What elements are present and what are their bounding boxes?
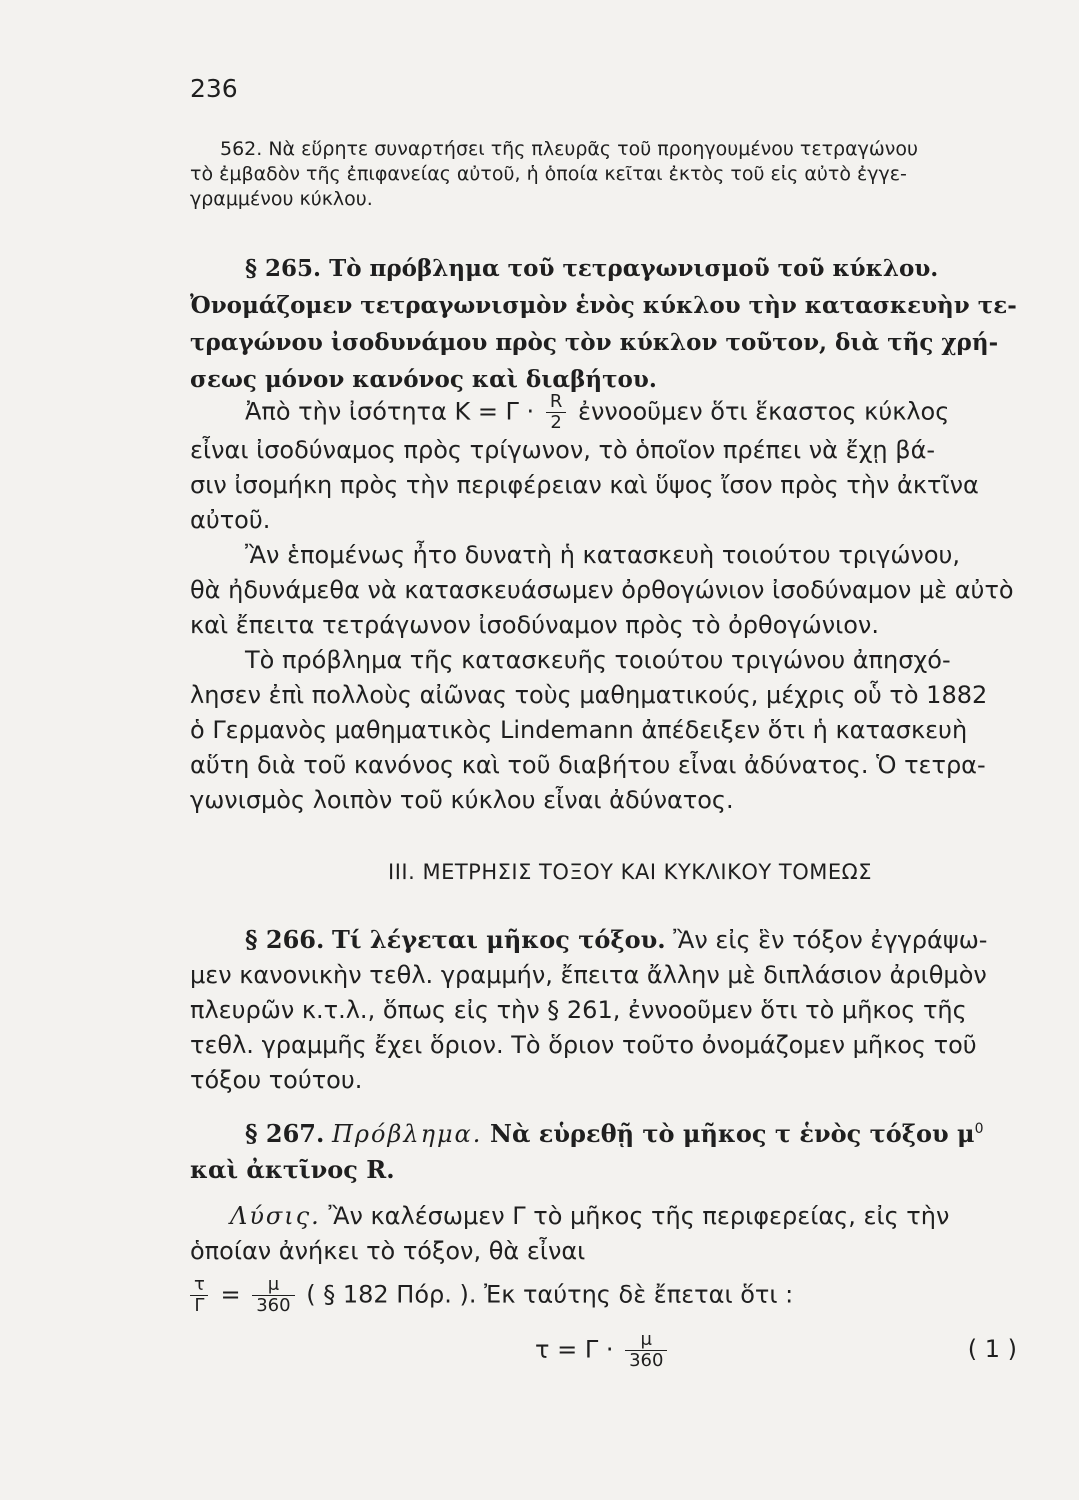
fraction-r-over-2: $\frac{R}{2}$ bbox=[546, 392, 567, 433]
definition-line: Ὀνομάζομεν τετραγωνισμὸν ἑνὸς κύκλου τὴν κατασκευὴν τε- bbox=[190, 292, 1017, 319]
section-number: § 267. bbox=[245, 1119, 325, 1148]
formula-line: Ἀπὸ τὴν ἰσότητα Κ = Γ · $\frac{R}{2}$ ἐννοοῦμεν ὅτι ἕκαστος κύκλος bbox=[245, 391, 950, 433]
equation-number: ( 1 ) bbox=[967, 1335, 1017, 1363]
text-line: καὶ ἔπειτα τετράγωνον ἰσοδύναμον πρὸς τὸ ὀρθογώνιον. bbox=[190, 611, 879, 639]
solution-label: Λύσις. bbox=[230, 1202, 321, 1230]
text-line: εἶναι ἰσοδύναμος πρὸς τρίγωνον, τὸ ὁποῖον πρέπει νὰ ἔχῃ βά- bbox=[190, 436, 936, 464]
text-line: 562. Νὰ εὕρητε συναρτήσει τῆς πλευρᾶς τοῦ προηγουμένου τετραγώνου bbox=[220, 138, 918, 160]
section-title: Τὸ πρόβλημα τοῦ τετραγωνισμοῦ τοῦ κύκλου. bbox=[329, 255, 939, 282]
section-number: § 266. bbox=[245, 925, 325, 954]
text-line: αὐτοῦ. bbox=[190, 506, 271, 534]
section-title: Τί λέγεται μῆκος τόξου. bbox=[332, 925, 666, 954]
text-line: αὕτη διὰ τοῦ κανόνος καὶ τοῦ διαβήτου εἶναι ἀδύνατος. Ὁ τετρα- bbox=[190, 751, 986, 779]
text-line: θὰ ἠδυνάμεθα νὰ κατασκευάσωμεν ὀρθογώνιον ἰσοδύναμον μὲ αὐτὸ bbox=[190, 576, 1014, 604]
text-line: λησεν ἐπὶ πολλοὺς αἰῶνας τοὺς μαθηματικούς, μέχρις οὗ τὸ 1882 bbox=[190, 681, 988, 709]
text-line: τὸ ἐμβαδὸν τῆς ἐπιφανείας αὐτοῦ, ἡ ὁποία κεῖται ἐκτὸς τοῦ εἰς αὐτὸ ἐγγε- bbox=[190, 163, 907, 185]
text-line: τεθλ. γραμμῆς ἔχει ὅριον. Τὸ ὅριον τοῦτο ὀνομάζομεν μῆκος τοῦ bbox=[190, 1031, 977, 1059]
text-line: Ἂν ἑπομένως ἦτο δυνατὴ ἡ κατασκευὴ τοιούτου τριγώνου, bbox=[245, 541, 961, 569]
section-265-body bbox=[190, 391, 1014, 818]
problem-label: Πρόβλημα. bbox=[332, 1120, 483, 1148]
section-265-heading bbox=[190, 250, 1017, 398]
section-number: § 265. bbox=[245, 255, 322, 282]
equation-ratio: $\frac{\tau}{\Gamma}$ = $\frac{\mu}{360}$ ( § 182 Πόρ. ). Ἐκ ταύτης δὲ ἔπεται ὅτι : bbox=[190, 1275, 1010, 1316]
degree-mark: 0 bbox=[974, 1121, 984, 1137]
text-line: τόξου τούτου. bbox=[190, 1066, 363, 1094]
section-267: § 267. Πρόβλημα. Νὰ εὑρεθῇ τὸ μῆκος τ ἑνὸς τόξου $\mu^0$ καὶ ἀκτῖνος R. Λύσις. Ἂν καλέσωμεν Γ τὸ μῆκος τῆς περιφερείας, εἰς τὴν ὁποίαν ἀνήκει τὸ τόξον, θὰ εἶναι $\frac{\tau}{\Gamma}$ = $\frac{\mu}{360}$ ( § 182 Πόρ. ). Ἐκ ταύτης δὲ ἔπεται ὅτι : bbox=[190, 1112, 1010, 1316]
title-line: καὶ ἀκτῖνος R. bbox=[190, 1155, 395, 1184]
chapter-subsection-title: ΙΙΙ. ΜΕΤΡΗΣΙΣ ΤΟΞΟΥ ΚΑΙ ΚΥΚΛΙΚΟΥ ΤΟΜΕΩΣ bbox=[388, 860, 872, 884]
text-line: Τὸ πρόβλημα τῆς κατασκευῆς τοιούτου τριγώνου ἀπησχό- bbox=[245, 646, 951, 674]
definition-line: σεως μόνον κανόνος καὶ διαβήτου. bbox=[190, 366, 657, 393]
definition-line: τραγώνου ἰσοδυνάμου πρὸς τὸν κύκλον τοῦτον, διὰ τῆς χρή- bbox=[190, 329, 999, 356]
equation-arc-length: τ = Γ · $\frac{\mu}{360}$ bbox=[535, 1330, 671, 1371]
text-line: ὁ Γερμανὸς μαθηματικὸς Lindemann ἀπέδειξεν ὅτι ἡ κατασκευὴ bbox=[190, 716, 968, 744]
exercise-562 bbox=[190, 137, 1010, 212]
text-line: ὁποίαν ἀνήκει τὸ τόξον, θὰ εἶναι bbox=[190, 1237, 586, 1265]
text-line: μεν κανονικὴν τεθλ. γραμμήν, ἔπειτα ἄλλην μὲ διπλάσιον ἀριθμὸν bbox=[190, 961, 987, 989]
text-line: γραμμένου κύκλου. bbox=[190, 188, 373, 210]
text-line: γωνισμὸς λοιπὸν τοῦ κύκλου εἶναι ἀδύνατος. bbox=[190, 786, 734, 814]
text-line: πλευρῶν κ.τ.λ., ὅπως εἰς τὴν § 261, ἐννοοῦμεν ὅτι τὸ μῆκος τῆς bbox=[190, 996, 967, 1024]
section-266: § 266. Τί λέγεται μῆκος τόξου. Ἂν εἰς ἓν τόξον ἐγγράψω- μεν κανονικὴν τεθλ. γραμμήν, ἔπειτα ἄλλην μὲ διπλάσιον ἀριθμὸν πλευρῶν κ.τ.λ., ὅπως εἰς τὴν § 261, ἐννοοῦμεν ὅτι τὸ μῆκος τῆς τεθλ. γραμμῆς ἔχει ὅριον. Τὸ ὅριον τοῦτο ὀνομάζομεν μῆκος τοῦ τόξου τούτου. bbox=[190, 922, 1010, 1098]
text-line: σιν ἰσομήκη πρὸς τὴν περιφέρειαν καὶ ὕψος ἴσον πρὸς τὴν ἀκτῖνα bbox=[190, 471, 979, 499]
page-number: 236 bbox=[190, 74, 238, 103]
